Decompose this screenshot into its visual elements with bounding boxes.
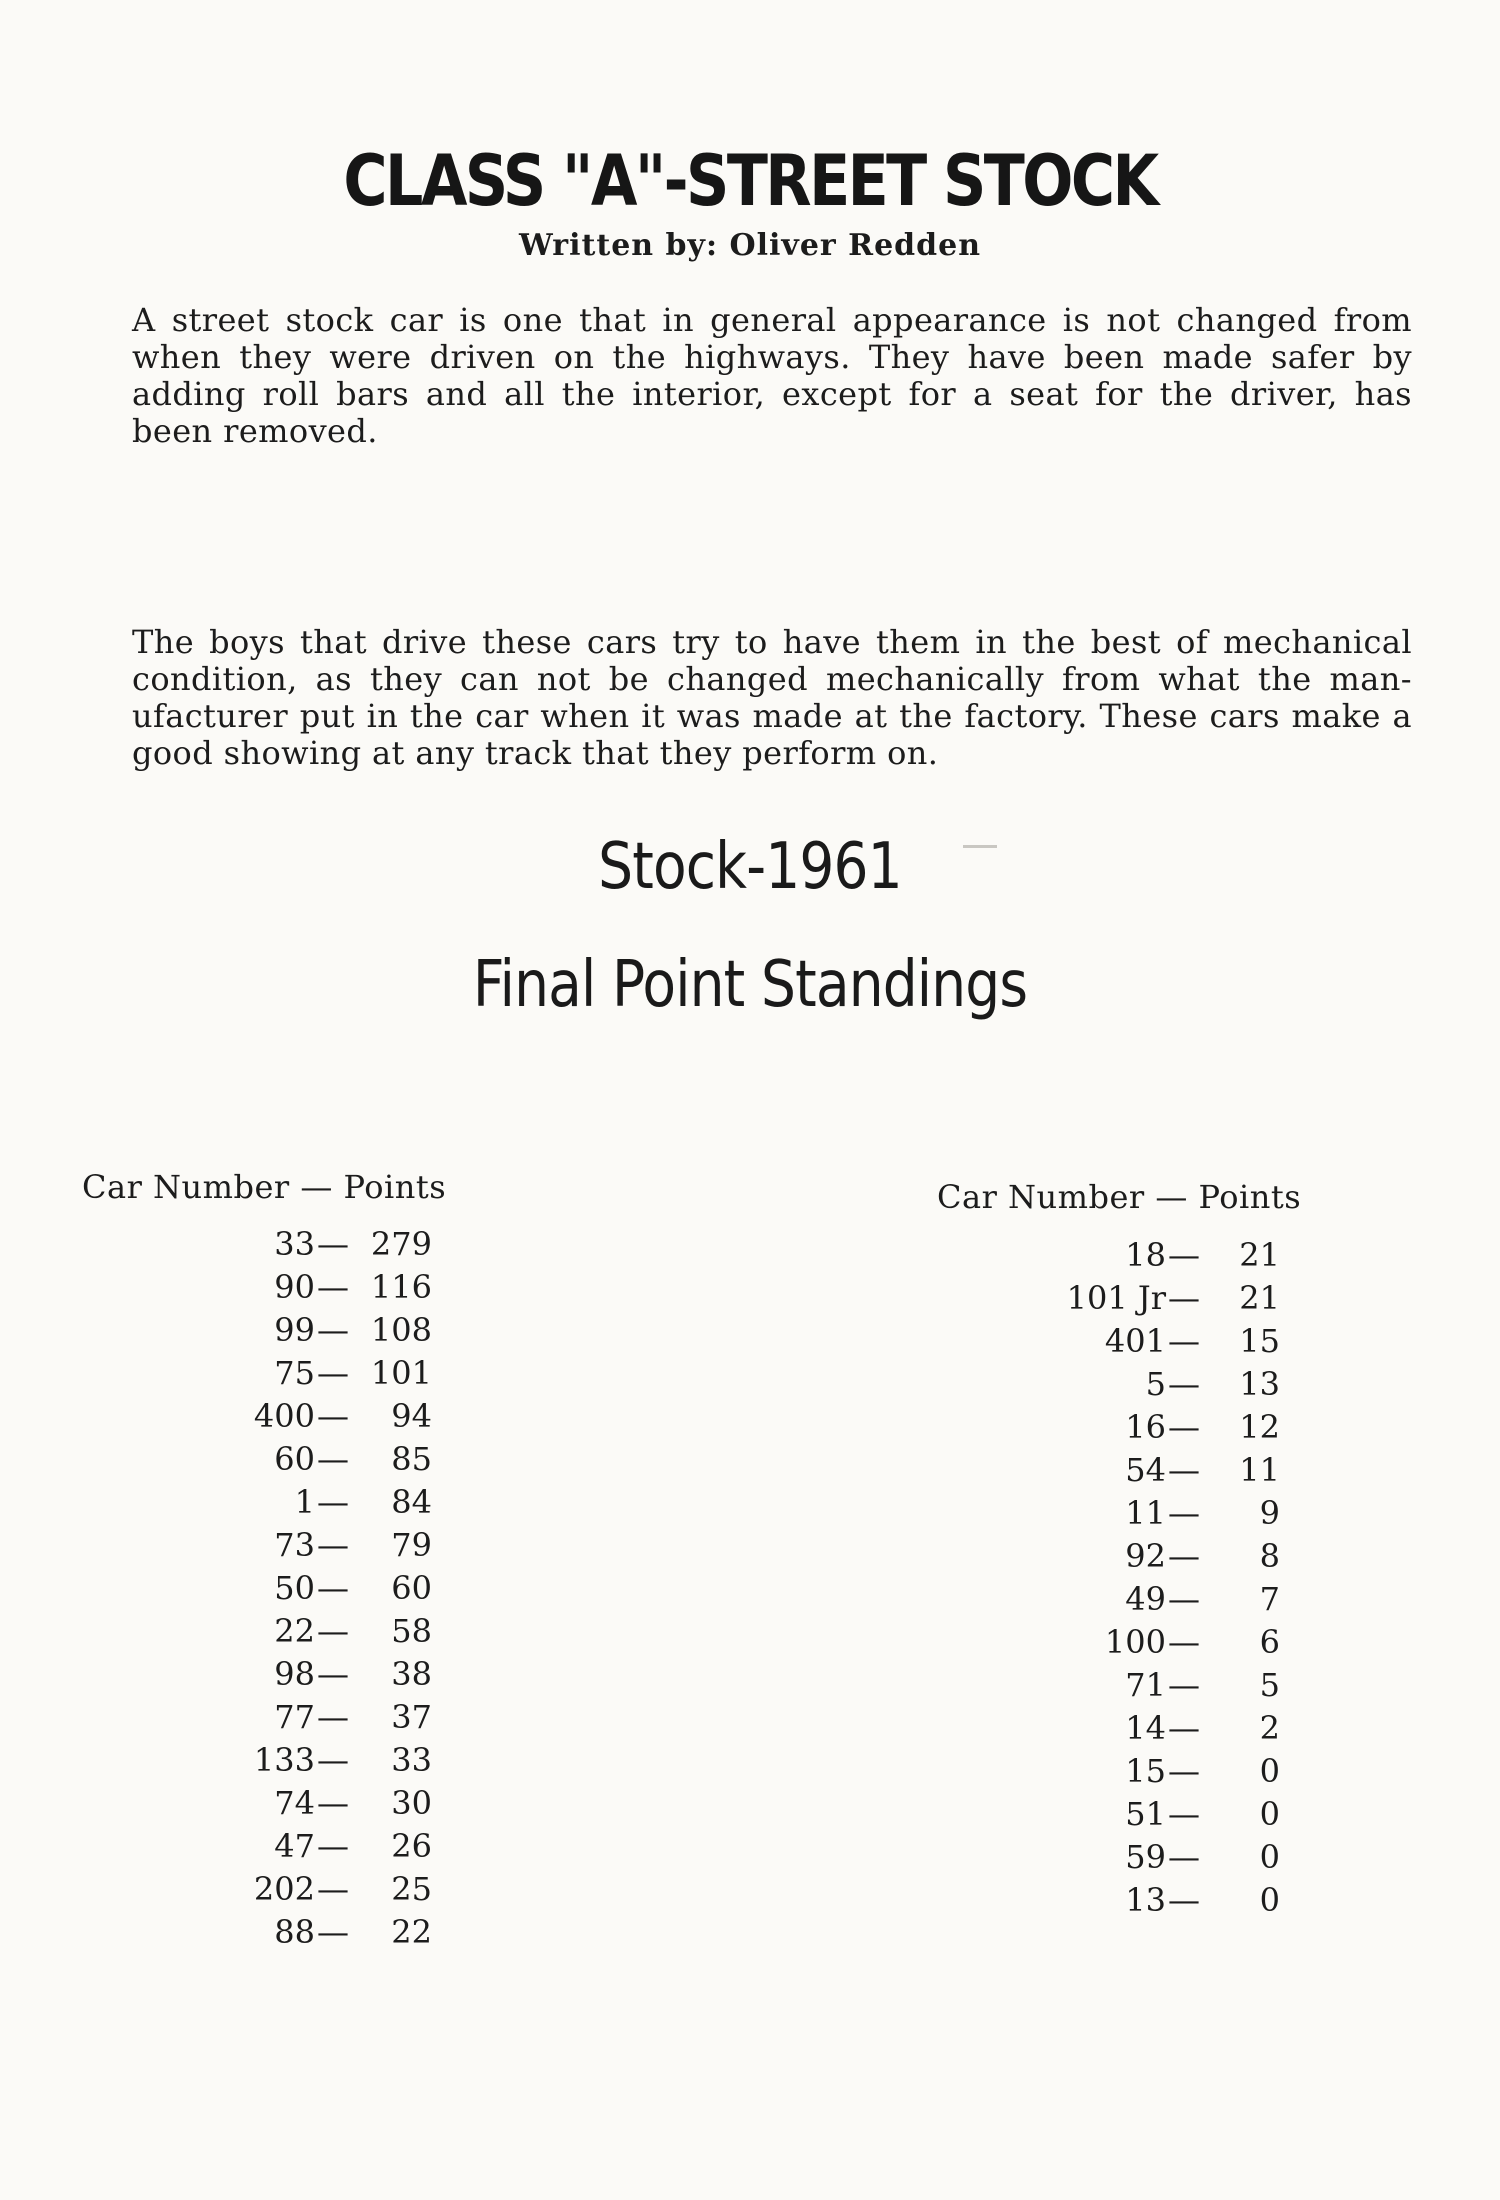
- points-value: 25: [391, 1870, 432, 1908]
- car-number: 98: [274, 1655, 315, 1693]
- separator-dash: —: [1168, 1881, 1200, 1919]
- standings-row: [0, 1408, 1500, 1451]
- separator-dash: —: [317, 1698, 349, 1736]
- standings-heading: Stock-1961: [598, 830, 902, 904]
- points-value: 38: [391, 1655, 432, 1693]
- standings-subheading: Final Point Standings: [472, 948, 1028, 1022]
- separator-dash: —: [317, 1612, 349, 1650]
- standings-row: [0, 1494, 1500, 1537]
- separator-dash: —: [317, 1569, 349, 1607]
- car-number: 5: [1145, 1365, 1166, 1403]
- car-number: 47: [274, 1827, 315, 1865]
- points-value: 0: [1259, 1838, 1280, 1876]
- car-number: 59: [1125, 1838, 1166, 1876]
- car-number: 202: [253, 1870, 315, 1908]
- points-value: 26: [391, 1827, 432, 1865]
- points-value: 84: [391, 1483, 432, 1521]
- car-number: 73: [274, 1526, 315, 1564]
- separator-dash: —: [317, 1397, 349, 1435]
- separator-dash: —: [1168, 1494, 1200, 1532]
- article-paragraph-2: The boys that drive these cars try to have them in the best of mechanical condition, as they can not be changed mechanically from what the man-ufacturer put in the car when it was made at the factory. These cars make a good showing at any track that they perform on.: [132, 623, 1412, 772]
- separator-dash: —: [1168, 1838, 1200, 1876]
- car-number: 75: [274, 1354, 315, 1392]
- points-value: 2: [1259, 1709, 1280, 1747]
- points-value: 108: [370, 1311, 432, 1349]
- car-number: 22: [274, 1612, 315, 1650]
- points-value: 116: [370, 1268, 432, 1306]
- points-value: 279: [370, 1225, 432, 1263]
- car-number: 400: [253, 1397, 315, 1435]
- points-value: 21: [1239, 1236, 1280, 1274]
- separator-dash: —: [1168, 1365, 1200, 1403]
- car-number: 92: [1125, 1537, 1166, 1575]
- separator-dash: —: [1168, 1322, 1200, 1360]
- standings-row: [0, 1623, 1500, 1666]
- points-value: 8: [1259, 1537, 1280, 1575]
- right-column-header: Car Number — Points: [937, 1178, 1302, 1216]
- points-value: 79: [391, 1526, 432, 1564]
- separator-dash: —: [317, 1311, 349, 1349]
- points-value: 9: [1259, 1494, 1280, 1532]
- separator-dash: —: [317, 1225, 349, 1263]
- standings-row: [0, 1881, 1500, 1924]
- standings-row: [0, 1752, 1500, 1795]
- points-value: 5: [1259, 1666, 1280, 1704]
- points-value: 12: [1239, 1408, 1280, 1446]
- points-value: 11: [1239, 1451, 1280, 1489]
- separator-dash: —: [1168, 1279, 1200, 1317]
- car-number: 18: [1125, 1236, 1166, 1274]
- separator-dash: —: [317, 1913, 349, 1951]
- points-value: 33: [391, 1741, 432, 1779]
- points-value: 15: [1239, 1322, 1280, 1360]
- points-value: 94: [391, 1397, 432, 1435]
- points-value: 22: [391, 1913, 432, 1951]
- separator-dash: —: [1168, 1795, 1200, 1833]
- car-number: 16: [1125, 1408, 1166, 1446]
- separator-dash: —: [1168, 1451, 1200, 1489]
- car-number: 90: [274, 1268, 315, 1306]
- separator-dash: —: [317, 1870, 349, 1908]
- standings-row: [0, 1322, 1500, 1365]
- points-value: 101: [370, 1354, 432, 1392]
- standings-row: [0, 1236, 1500, 1279]
- car-number: 14: [1125, 1709, 1166, 1747]
- separator-dash: —: [317, 1268, 349, 1306]
- points-value: 85: [391, 1440, 432, 1478]
- car-number: 1: [294, 1483, 315, 1521]
- standings-row: [0, 1666, 1500, 1709]
- standings-row: [0, 1451, 1500, 1494]
- car-number: 33: [274, 1225, 315, 1263]
- separator-dash: —: [1168, 1752, 1200, 1790]
- points-value: 0: [1259, 1795, 1280, 1833]
- points-value: 30: [391, 1784, 432, 1822]
- car-number: 99: [274, 1311, 315, 1349]
- car-number: 77: [274, 1698, 315, 1736]
- car-number: 11: [1125, 1494, 1166, 1532]
- standings-row: [0, 1537, 1500, 1580]
- standings-row: [0, 1279, 1500, 1322]
- points-value: 0: [1259, 1752, 1280, 1790]
- car-number: 13: [1125, 1881, 1166, 1919]
- car-number: 60: [274, 1440, 315, 1478]
- separator-dash: —: [1168, 1408, 1200, 1446]
- car-number: 101 Jr: [1066, 1279, 1166, 1317]
- separator-dash: —: [1168, 1236, 1200, 1274]
- points-value: 60: [391, 1569, 432, 1607]
- separator-dash: —: [317, 1526, 349, 1564]
- car-number: 100: [1104, 1623, 1166, 1661]
- separator-dash: —: [317, 1655, 349, 1693]
- points-value: 7: [1259, 1580, 1280, 1618]
- points-value: 6: [1259, 1623, 1280, 1661]
- car-number: 401: [1104, 1322, 1166, 1360]
- points-value: 58: [391, 1612, 432, 1650]
- separator-dash: —: [317, 1741, 349, 1779]
- car-number: 133: [253, 1741, 315, 1779]
- points-value: 37: [391, 1698, 432, 1736]
- left-column-header: Car Number — Points: [82, 1168, 447, 1206]
- standings-row: [0, 1838, 1500, 1881]
- car-number: 15: [1125, 1752, 1166, 1790]
- separator-dash: —: [1168, 1580, 1200, 1618]
- car-number: 74: [274, 1784, 315, 1822]
- separator-dash: —: [1168, 1666, 1200, 1704]
- car-number: 88: [274, 1913, 315, 1951]
- points-value: 13: [1239, 1365, 1280, 1403]
- standings-row: [0, 1580, 1500, 1623]
- separator-dash: —: [317, 1354, 349, 1392]
- separator-dash: —: [1168, 1623, 1200, 1661]
- article-paragraph-1: A street stock car is one that in general appearance is not changed from when they were driven on the highways. They have been made safer by adding roll bars and all the interior, except for a seat for the driver, has been removed.: [132, 301, 1412, 450]
- separator-dash: —: [1168, 1709, 1200, 1747]
- separator-dash: —: [317, 1440, 349, 1478]
- car-number: 54: [1125, 1451, 1166, 1489]
- separator-dash: —: [317, 1483, 349, 1521]
- points-value: 21: [1239, 1279, 1280, 1317]
- car-number: 50: [274, 1569, 315, 1607]
- standings-row: [0, 1795, 1500, 1838]
- car-number: 51: [1125, 1795, 1166, 1833]
- separator-dash: —: [317, 1827, 349, 1865]
- points-value: 0: [1259, 1881, 1280, 1919]
- article-byline: Written by: Oliver Redden: [518, 228, 982, 263]
- separator-dash: —: [1168, 1537, 1200, 1575]
- car-number: 71: [1125, 1666, 1166, 1704]
- car-number: 49: [1125, 1580, 1166, 1618]
- article-title: CLASS "A"-STREET STOCK: [343, 140, 1157, 222]
- separator-dash: —: [317, 1784, 349, 1822]
- standings-row: [0, 1709, 1500, 1752]
- standings-row: [0, 1365, 1500, 1408]
